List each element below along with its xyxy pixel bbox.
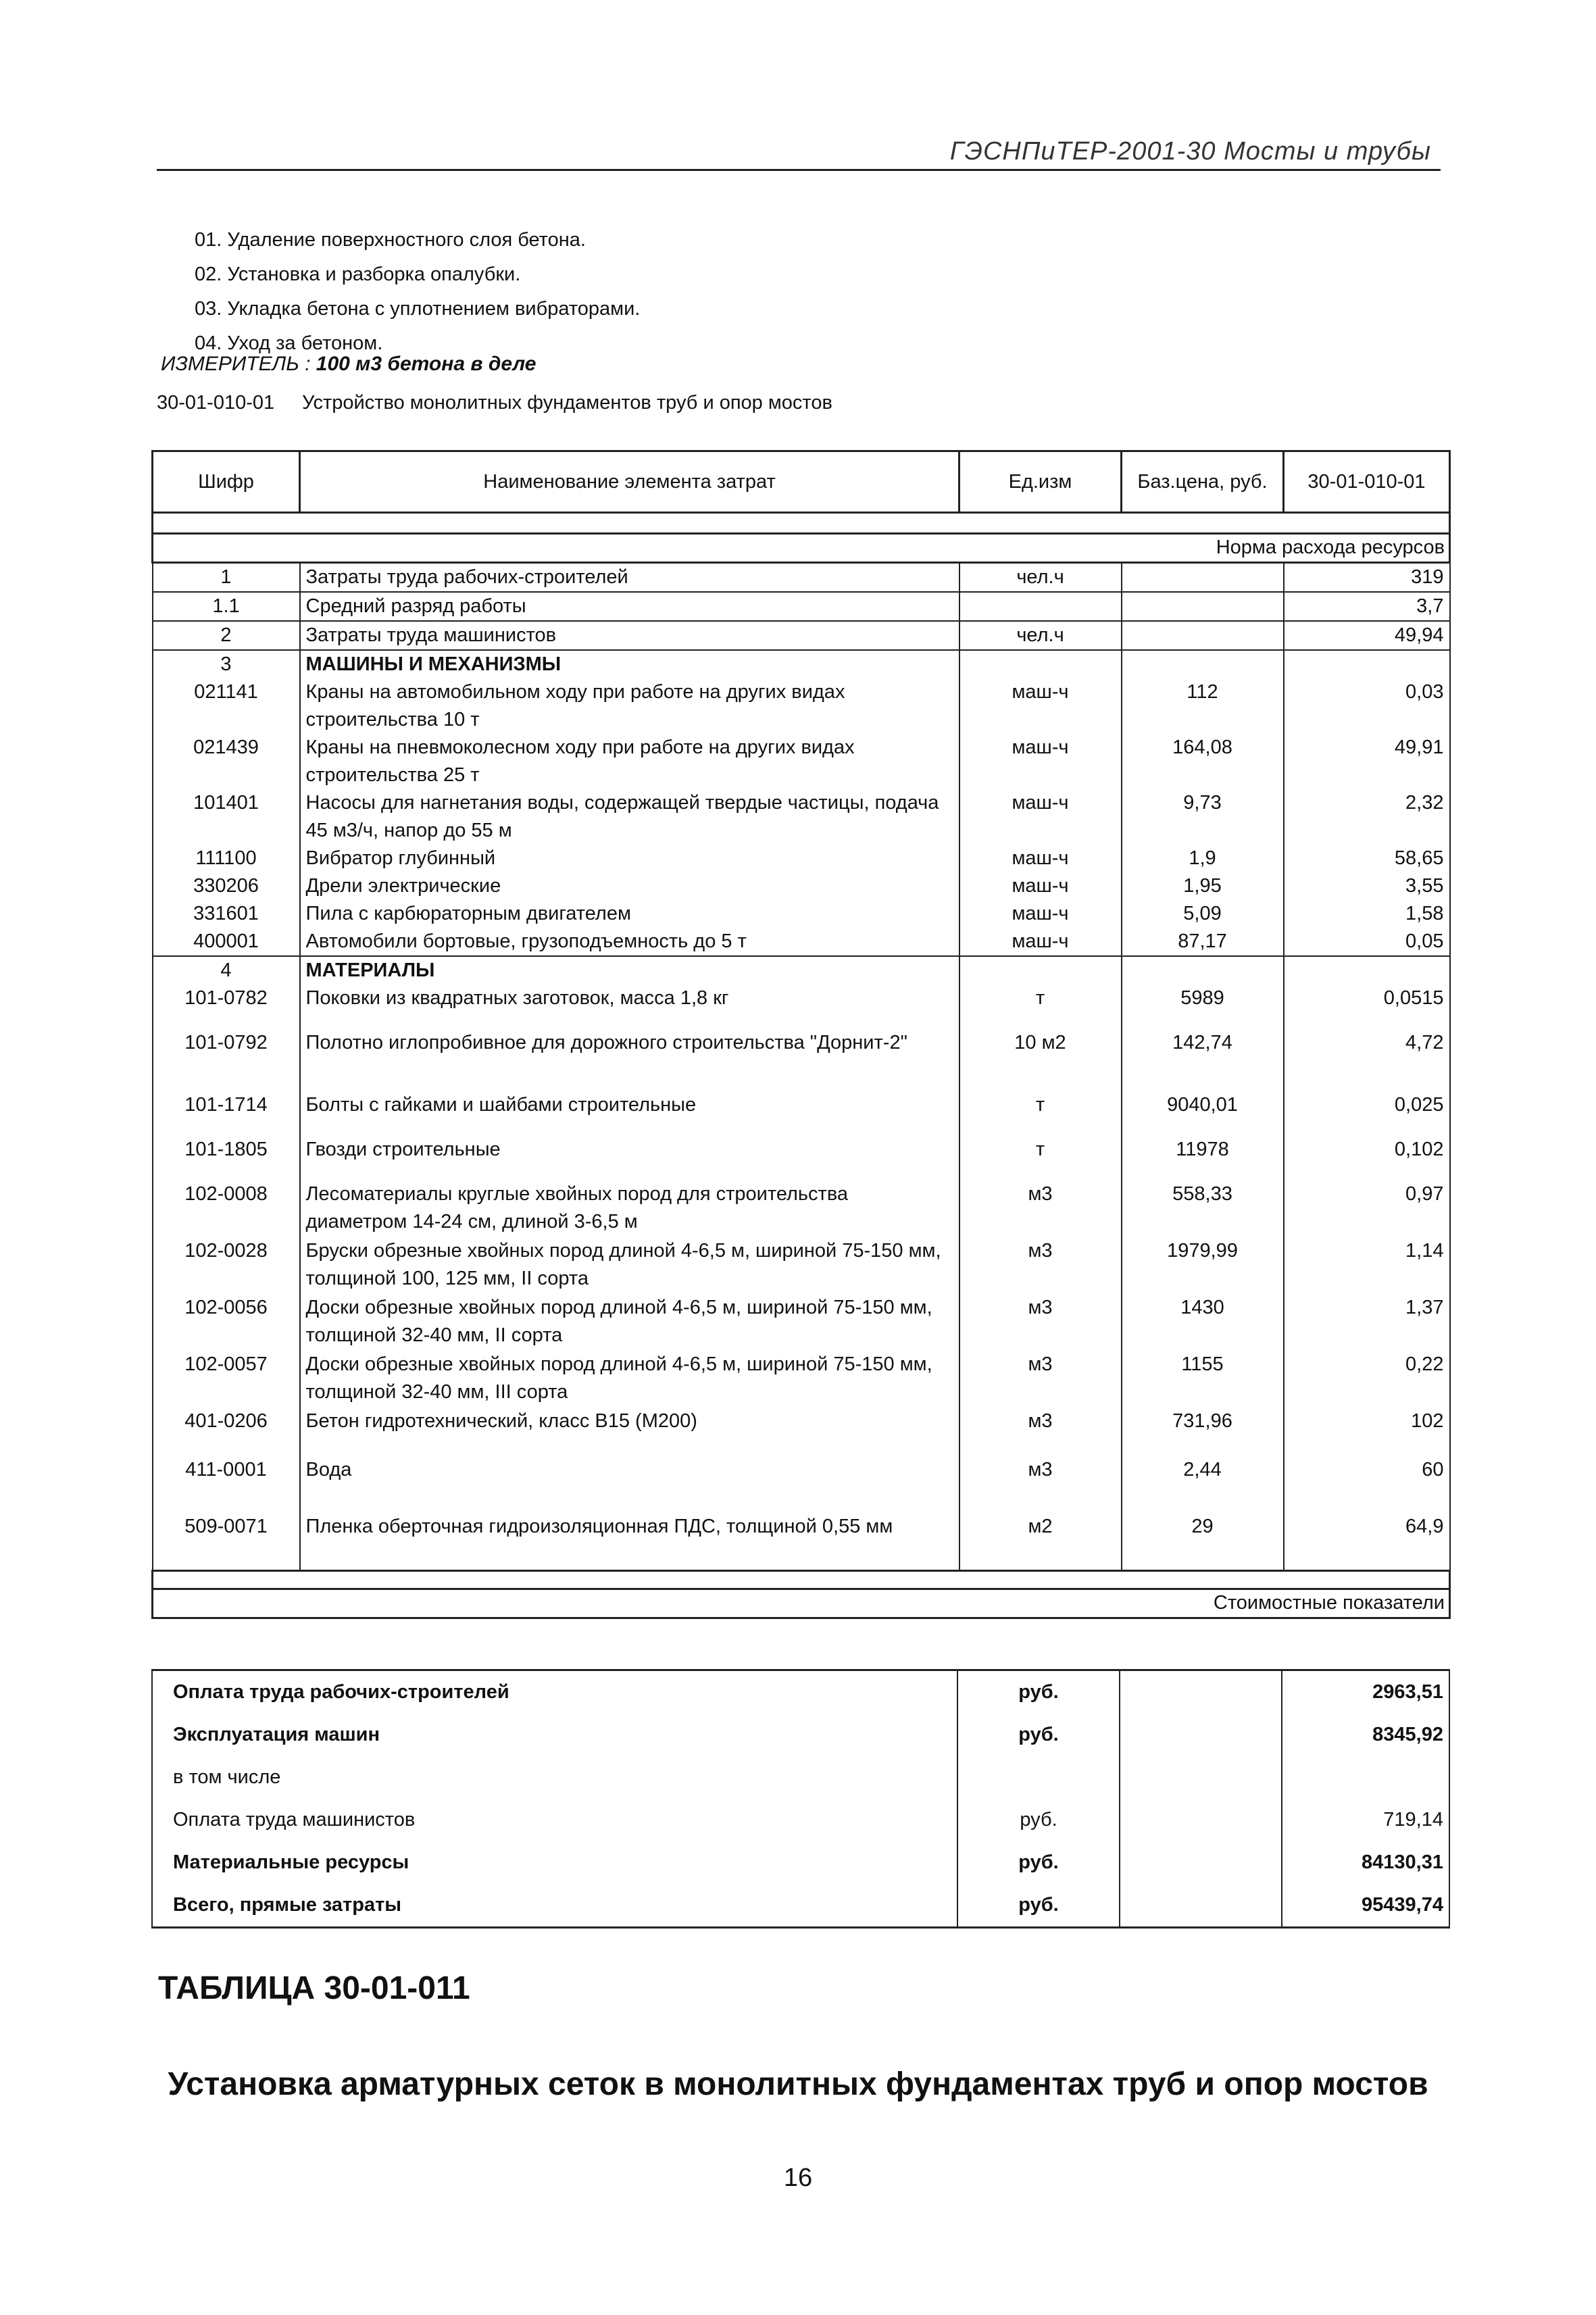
spacer-row <box>153 1571 1450 1589</box>
row-name: Бетон гидротехнический, класс В15 (М200) <box>300 1408 959 1456</box>
row-value: 0,0515 <box>1284 985 1450 1029</box>
row-name: Болты с гайками и шайбами строительные <box>300 1091 959 1136</box>
row-price <box>1122 592 1284 621</box>
cost-row-value: 8345,92 <box>1282 1714 1449 1756</box>
row-code: 102-0028 <box>153 1237 300 1294</box>
row-unit: м3 <box>959 1294 1122 1351</box>
row-price: 1979,99 <box>1122 1237 1284 1294</box>
cost-row-label: Всего, прямые затраты <box>152 1884 957 1928</box>
row-price: 1430 <box>1122 1294 1284 1351</box>
header-price: Баз.цена, руб. <box>1122 451 1284 513</box>
measure-label: ИЗМЕРИТЕЛЬ : <box>161 353 311 375</box>
page-number: 16 <box>783 2164 813 2192</box>
cost-row <box>152 1714 1449 1756</box>
row-price: 142,74 <box>1122 1029 1284 1091</box>
norm-label: Норма расхода ресурсов <box>153 534 1450 563</box>
page-header <box>157 135 1441 171</box>
table-header-row <box>153 451 1450 513</box>
material-row <box>153 1294 1450 1351</box>
row-name: Полотно иглопробивное для дорожного строительства "Дорнит-2" <box>300 1029 959 1091</box>
row-name: Затраты труда рабочих-строителей <box>300 563 959 593</box>
material-row <box>153 1029 1450 1091</box>
header-unit: Ед.изм <box>959 451 1122 513</box>
work-steps-list <box>195 223 640 361</box>
row-name: Гвозди строительные <box>300 1136 959 1180</box>
material-row <box>153 1136 1450 1180</box>
work-step: 01. Удаление поверхностного слоя бетона. <box>195 229 586 251</box>
row-code: 102-0056 <box>153 1294 300 1351</box>
row-name: Вода <box>300 1456 959 1513</box>
header-name: Наименование элемента затрат <box>300 451 959 513</box>
row-name: Краны на автомобильном ходу при работе на других видах строительства 10 т <box>300 678 959 734</box>
cost-label: Стоимостные показатели <box>153 1589 1450 1618</box>
section-value <box>1284 650 1450 678</box>
labor-row <box>153 621 1450 650</box>
cost-table <box>151 1669 1450 1928</box>
row-price: 9040,01 <box>1122 1091 1284 1136</box>
section-price <box>1122 650 1284 678</box>
cost-row-label: Оплата труда машинистов <box>152 1799 957 1841</box>
row-value: 1,37 <box>1284 1294 1450 1351</box>
row-code: 2 <box>153 621 300 650</box>
cost-row <box>152 1799 1449 1841</box>
row-name: Доски обрезные хвойных пород длиной 4-6,5 м, шириной 75-150 мм, толщиной 32-40 мм, III сорта <box>300 1351 959 1408</box>
row-price: 9,73 <box>1122 789 1284 845</box>
row-unit: чел.ч <box>959 621 1122 650</box>
row-price: 11978 <box>1122 1136 1284 1180</box>
row-code: 331601 <box>153 900 300 928</box>
norm-label-row <box>153 534 1450 563</box>
row-price: 29 <box>1122 1513 1284 1571</box>
row-code: 400001 <box>153 928 300 956</box>
section-unit <box>959 650 1122 678</box>
row-name: Средний разряд работы <box>300 592 959 621</box>
measure-line <box>161 353 536 376</box>
row-code: 101-0792 <box>153 1029 300 1091</box>
row-unit: т <box>959 1136 1122 1180</box>
cost-row-value: 2963,51 <box>1282 1670 1449 1714</box>
measure-value: 100 м3 бетона в деле <box>316 353 537 375</box>
row-name: Дрели электрические <box>300 872 959 900</box>
row-name: Затраты труда машинистов <box>300 621 959 650</box>
cost-row-label: Материальные ресурсы <box>152 1841 957 1884</box>
section-price <box>1122 956 1284 985</box>
machine-row <box>153 900 1450 928</box>
cost-row-unit: руб. <box>957 1799 1120 1841</box>
row-code: 330206 <box>153 872 300 900</box>
cost-row-unit: руб. <box>957 1670 1120 1714</box>
row-unit: т <box>959 1091 1122 1136</box>
row-value: 0,03 <box>1284 678 1450 734</box>
row-value: 0,102 <box>1284 1136 1450 1180</box>
row-unit: м3 <box>959 1351 1122 1408</box>
cost-row-label: Эксплуатация машин <box>152 1714 957 1756</box>
row-value: 58,65 <box>1284 845 1450 872</box>
resource-table <box>151 450 1451 1619</box>
spacer-cell <box>153 513 1450 534</box>
material-row <box>153 985 1450 1029</box>
row-value: 49,94 <box>1284 621 1450 650</box>
row-unit: т <box>959 985 1122 1029</box>
machine-row <box>153 872 1450 900</box>
row-value: 0,025 <box>1284 1091 1450 1136</box>
spacer-cell <box>153 1571 1450 1589</box>
cost-row-value: 719,14 <box>1282 1799 1449 1841</box>
row-price: 2,44 <box>1122 1456 1284 1513</box>
row-value: 4,72 <box>1284 1029 1450 1091</box>
row-price: 5989 <box>1122 985 1284 1029</box>
row-name: Насосы для нагнетания воды, содержащей твердые частицы, подача 45 м3/ч, напор до 55 м <box>300 789 959 845</box>
row-unit: маш-ч <box>959 872 1122 900</box>
row-name: Бруски обрезные хвойных пород длиной 4-6,5 м, шириной 75-150 мм, толщиной 100, 125 мм, II сорта <box>300 1237 959 1294</box>
row-value: 0,05 <box>1284 928 1450 956</box>
cost-row-unit: руб. <box>957 1714 1120 1756</box>
row-price: 112 <box>1122 678 1284 734</box>
section-unit <box>959 956 1122 985</box>
row-code: 101401 <box>153 789 300 845</box>
row-value: 1,14 <box>1284 1237 1450 1294</box>
header-title: ГЭСНПиТЕР-2001-30 Мосты и трубы <box>949 137 1431 166</box>
next-table-description: Установка арматурных сеток в монолитных фундаментах труб и опор мостов <box>168 2066 1428 2102</box>
cost-row-price <box>1120 1714 1282 1756</box>
cost-row-label: Оплата труда рабочих-строителей <box>152 1670 957 1714</box>
row-code: 021141 <box>153 678 300 734</box>
cost-row-price <box>1120 1799 1282 1841</box>
cost-row-price <box>1120 1841 1282 1884</box>
row-code: 411-0001 <box>153 1456 300 1513</box>
machines-section-row <box>153 650 1450 678</box>
row-unit: маш-ч <box>959 845 1122 872</box>
row-unit: маш-ч <box>959 928 1122 956</box>
row-value: 1,58 <box>1284 900 1450 928</box>
row-value: 319 <box>1284 563 1450 593</box>
row-value: 3,55 <box>1284 872 1450 900</box>
row-name: Лесоматериалы круглые хвойных пород для строительства диаметром 14-24 см, длиной 3-6,5 м <box>300 1180 959 1237</box>
row-price: 1155 <box>1122 1351 1284 1408</box>
section-value <box>1284 956 1450 985</box>
row-code: 509-0071 <box>153 1513 300 1571</box>
machine-row <box>153 789 1450 845</box>
material-row <box>153 1237 1450 1294</box>
row-unit: м3 <box>959 1408 1122 1456</box>
row-price <box>1122 563 1284 593</box>
material-row <box>153 1091 1450 1136</box>
row-unit: маш-ч <box>959 734 1122 789</box>
row-code: 101-1714 <box>153 1091 300 1136</box>
material-row <box>153 1456 1450 1513</box>
row-price: 5,09 <box>1122 900 1284 928</box>
cost-row-unit: руб. <box>957 1841 1120 1884</box>
row-value: 0,22 <box>1284 1351 1450 1408</box>
row-unit: маш-ч <box>959 678 1122 734</box>
row-name: Доски обрезные хвойных пород длиной 4-6,5 м, шириной 75-150 мм, толщиной 32-40 мм, II сорта <box>300 1294 959 1351</box>
row-value: 0,97 <box>1284 1180 1450 1237</box>
cost-row-value: 95439,74 <box>1282 1884 1449 1928</box>
norm-code-line <box>157 392 832 414</box>
cost-row-unit: руб. <box>957 1884 1120 1928</box>
row-code: 021439 <box>153 734 300 789</box>
material-row <box>153 1351 1450 1408</box>
row-value: 3,7 <box>1284 592 1450 621</box>
cost-row-price <box>1120 1884 1282 1928</box>
row-code: 101-0782 <box>153 985 300 1029</box>
cost-row-value <box>1282 1756 1449 1799</box>
cost-label-row <box>153 1589 1450 1618</box>
row-name: Пила с карбюраторным двигателем <box>300 900 959 928</box>
norm-title: Устройство монолитных фундаментов труб и опор мостов <box>302 392 832 414</box>
header-code: Шифр <box>153 451 300 513</box>
row-name: Пленка оберточная гидроизоляционная ПДС, толщиной 0,55 мм <box>300 1513 959 1571</box>
cost-row <box>152 1670 1449 1714</box>
cost-row-unit <box>957 1756 1120 1799</box>
cost-row-label: в том числе <box>152 1756 957 1799</box>
row-name: Вибратор глубинный <box>300 845 959 872</box>
row-price <box>1122 621 1284 650</box>
machine-row <box>153 928 1450 956</box>
row-code: 101-1805 <box>153 1136 300 1180</box>
norm-code: 30-01-010-01 <box>157 392 275 414</box>
work-step: 03. Укладка бетона с уплотнением вибраторами. <box>195 298 641 320</box>
row-value: 102 <box>1284 1408 1450 1456</box>
header-norm: 30-01-010-01 <box>1284 451 1450 513</box>
cost-row <box>152 1756 1449 1799</box>
row-unit <box>959 592 1122 621</box>
row-unit: маш-ч <box>959 900 1122 928</box>
material-row <box>153 1513 1450 1571</box>
row-unit: маш-ч <box>959 789 1122 845</box>
row-code: 401-0206 <box>153 1408 300 1456</box>
row-name: Поковки из квадратных заготовок, масса 1,8 кг <box>300 985 959 1029</box>
row-value: 60 <box>1284 1456 1450 1513</box>
cost-row <box>152 1841 1449 1884</box>
row-code: 1 <box>153 563 300 593</box>
row-price: 164,08 <box>1122 734 1284 789</box>
cost-row-value: 84130,31 <box>1282 1841 1449 1884</box>
row-unit: 10 м2 <box>959 1029 1122 1091</box>
machine-row <box>153 845 1450 872</box>
section-name: МАТЕРИАЛЫ <box>300 956 959 985</box>
machine-row <box>153 734 1450 789</box>
spacer-row <box>153 513 1450 534</box>
cost-row-price <box>1120 1670 1282 1714</box>
material-row <box>153 1408 1450 1456</box>
row-value: 2,32 <box>1284 789 1450 845</box>
row-value: 64,9 <box>1284 1513 1450 1571</box>
row-name: Краны на пневмоколесном ходу при работе на других видах строительства 25 т <box>300 734 959 789</box>
work-step: 04. Уход за бетоном. <box>195 332 383 354</box>
row-code: 102-0008 <box>153 1180 300 1237</box>
labor-row <box>153 563 1450 593</box>
row-name: Автомобили бортовые, грузоподъемность до 5 т <box>300 928 959 956</box>
work-step: 02. Установка и разборка опалубки. <box>195 264 521 285</box>
row-unit: м2 <box>959 1513 1122 1571</box>
row-value: 49,91 <box>1284 734 1450 789</box>
row-unit: м3 <box>959 1237 1122 1294</box>
row-price: 87,17 <box>1122 928 1284 956</box>
row-unit: м3 <box>959 1456 1122 1513</box>
section-code: 4 <box>153 956 300 985</box>
machine-row <box>153 678 1450 734</box>
row-unit: м3 <box>959 1180 1122 1237</box>
cost-row <box>152 1884 1449 1928</box>
row-price: 1,9 <box>1122 845 1284 872</box>
section-name: МАШИНЫ И МЕХАНИЗМЫ <box>300 650 959 678</box>
row-code: 102-0057 <box>153 1351 300 1408</box>
material-row <box>153 1180 1450 1237</box>
row-unit: чел.ч <box>959 563 1122 593</box>
row-price: 731,96 <box>1122 1408 1284 1456</box>
row-code: 111100 <box>153 845 300 872</box>
materials-section-row <box>153 956 1450 985</box>
row-price: 558,33 <box>1122 1180 1284 1237</box>
cost-row-price <box>1120 1756 1282 1799</box>
next-table-title: ТАБЛИЦА 30-01-011 <box>158 1970 470 2006</box>
labor-row <box>153 592 1450 621</box>
section-code: 3 <box>153 650 300 678</box>
row-code: 1.1 <box>153 592 300 621</box>
row-price: 1,95 <box>1122 872 1284 900</box>
